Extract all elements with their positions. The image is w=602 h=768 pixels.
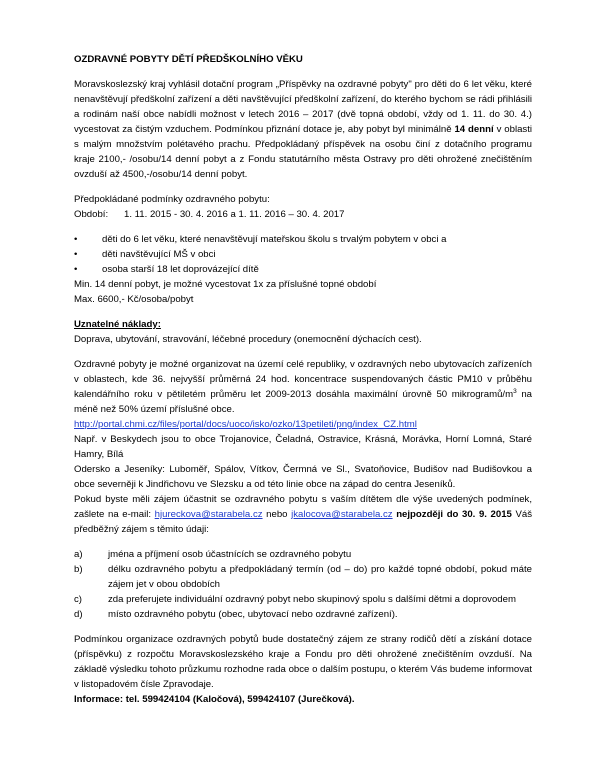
list-key: c) (74, 594, 82, 605)
document (74, 52, 532, 707)
list-text: jména a příjmení osob účastnících se ozdravného pobytu (108, 549, 352, 560)
list-item (74, 547, 532, 562)
jeseniky-text: Odersko a Jeseníky: Luboměř, Spálov, Vítkov, Čermná ve Sl., Svatoňovice, Budišov nad Budišovkou a obce severněji k Jindřichovu ve Slezsku a od této linie obce na západ do centra Jeseníků. (74, 464, 532, 490)
conditions-heading: Předpokládané podmínky ozdravného pobytu: (74, 194, 270, 205)
interest-paragraph (74, 492, 532, 537)
list-key: b) (74, 564, 83, 575)
list-item (74, 607, 532, 622)
list-key: a) (74, 549, 83, 560)
document-title: OZDRAVNÉ POBYTY DĚTÍ PŘEDŠKOLNÍHO VĚKU (74, 54, 303, 65)
list-text: místo ozdravného pobytu (obec, ubytovací nebo ozdravné zařízení). (108, 609, 398, 620)
intro-bold: 14 denní (454, 124, 494, 135)
closing-paragraph: Podmínkou organizace ozdravných pobytů bude dostatečný zájem ze strany rodičů dětí a získání dotace (příspěvku) z rozpočtu Moravskoslezského kraje a Fondu pro děti ohrožené znečištěním ovzduší. Na základě výsledku tohoto průzkumu rozhodne rada obce o dalším postupu, o kterém Vás budeme informovat v listopadovém čísle Zpravodaje. (74, 634, 532, 690)
contact-line (74, 692, 532, 707)
intro-text: Moravskoslezský kraj vyhlásil dotační program „Příspěvky na ozdravné pobyty" pro děti do 6 let věku, které nenavštěvují předškolní zařízení a děti navštěvující předškolní zařízení, do kterého bychom se rádi přihlásili a rodinám naší obce nabídli možnost v letech 2016 – 2017 (dvě topná období, vždy od 1. 11. do 30. 4.) vycestovat za čistým vzduchem. Podmínkou přiznání dotace je, aby pobyt byl minimálně (74, 79, 532, 135)
org-superscript: 3 (513, 387, 517, 395)
contact-text: Informace: tel. 599424104 (Kaločová), 599424107 (Jurečková). (74, 694, 355, 705)
email-link-1[interactable]: hjureckova@starabela.cz (154, 509, 263, 520)
intro-rest: v oblasti s malým množstvím polétavého prachu. Předpokládaný příspěvek na osobu činí z dotačního programu kraje 2100,- /osobu/14 denní pobyt a z Fondu statutárního města Ostravy pro děti ohrožené znečištěním ovzduší až 4500,-/osobu/14 denní pobyt. (74, 124, 533, 180)
list-text: zda preferujete individuální ozdravný pobyt nebo skupinový spolu s dalšími dětmi a doprovodem (108, 594, 516, 605)
period-row (74, 207, 532, 222)
url-line (74, 417, 532, 432)
chmi-link[interactable]: http://portal.chmi.cz/files/portal/docs/uoco/isko/ozko/13petileti/png/index_CZ.html (74, 419, 417, 430)
deadline: nejpozději do 30. 9. 2015 (396, 509, 512, 520)
bullet-icon: • (74, 264, 78, 275)
list-item (74, 262, 532, 277)
bullet-icon: • (74, 249, 78, 260)
list-text: délku ozdravného pobytu a předpokládaný termín (od – do) pro každé topné období, pokud máte zájem jet v obou obdobích (108, 564, 532, 590)
organization-paragraph (74, 357, 532, 417)
or-word: nebo (266, 509, 288, 520)
list-item (74, 232, 532, 247)
list-key: d) (74, 609, 83, 620)
list-item (74, 247, 532, 262)
period-label: Období: (74, 209, 109, 220)
period-value: 1. 11. 2015 - 30. 4. 2016 a 1. 11. 2016 – 30. 4. 2017 (124, 209, 345, 220)
min-stay: Min. 14 denní pobyt, je možné vycestovat 1x za příslušné topné období (74, 279, 377, 290)
org-text: Ozdravné pobyty je možné organizovat na území celé republiky, v ozdravných nebo ubytovacích zařízeních v oblastech, kde 36. nejvyšší průměrná 24 hod. koncentrace suspendovaných částic PM10 v průběhu kalendářního roku v pětiletém průměru let 2009-2013 dosáhla maximální úrovně 50 mikrogramů/m (74, 359, 532, 400)
costs-text: Doprava, ubytování, stravování, léčebné procedury (onemocnění dýchacích cest). (74, 334, 422, 345)
costs-heading: Uznatelné náklady: (74, 319, 161, 330)
bullet-text: osoba starší 18 let doprovázející dítě (102, 264, 259, 275)
intro-paragraph (74, 77, 532, 182)
bullet-text: děti do 6 let věku, které nenavštěvují mateřskou školu s trvalým pobytem v obci a (102, 234, 447, 245)
org-tail: na méně než 50% území příslušné obce. (74, 389, 532, 415)
bullet-icon: • (74, 234, 78, 245)
email-link-2[interactable]: jkalocova@starabela.cz (291, 509, 393, 520)
max-amount: Max. 6600,- Kč/osoba/pobyt (74, 294, 194, 305)
beskydy-text: Např. v Beskydech jsou to obce Trojanovice, Čeladná, Ostravice, Krásná, Morávka, Horní Lomná, Staré Hamry, Bílá (74, 434, 532, 460)
list-item (74, 562, 532, 592)
interest-tail: Váš předběžný zájem s těmito údaji: (74, 509, 533, 535)
bullet-text: děti navštěvující MŠ v obci (102, 249, 216, 260)
interest-text: Pokud byste měli zájem účastnit se ozdravného pobytu s vaším dítětem dle výše uvedených podmínek, zašlete na e-mail: (74, 494, 532, 520)
list-item (74, 592, 532, 607)
